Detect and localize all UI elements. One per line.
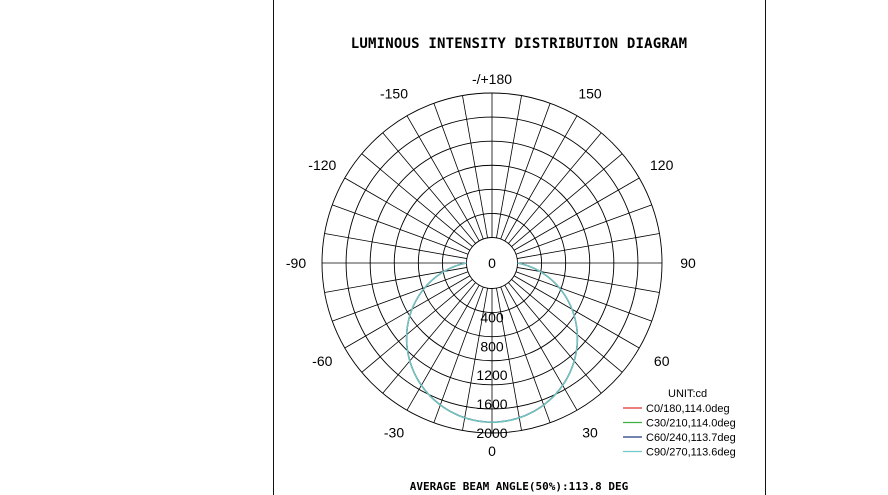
angle-label: 60 (653, 353, 670, 369)
angle-label: 90 (680, 255, 696, 271)
angle-label: -90 (285, 255, 307, 271)
radial-label: 800 (480, 338, 504, 355)
legend-entry: C60/240,113.7deg (646, 432, 736, 444)
average-beam-angle: AVERAGE BEAM ANGLE(50%):113.8 DEG (409, 480, 629, 493)
angle-label: -120 (308, 157, 337, 173)
angle-label: -30 (383, 424, 405, 441)
angle-label: -60 (312, 353, 333, 369)
angle-label: 0 (488, 443, 496, 459)
angle-label: 120 (650, 157, 674, 173)
legend (623, 388, 736, 459)
angle-label: -/+180 (471, 71, 513, 87)
angle-label: 30 (582, 424, 598, 441)
legend-entry: C30/210,114.0deg (646, 417, 736, 430)
radial-label: 1200 (476, 367, 508, 384)
radial-label: 1600 (476, 396, 508, 413)
angle-label: -150 (379, 85, 409, 102)
legend-entry: C90/270,113.6deg (646, 446, 736, 459)
radial-label: 0 (488, 255, 496, 271)
chart-title: LUMINOUS INTENSITY DISTRIBUTION DIAGRAM (350, 36, 688, 52)
radial-label: 2000 (476, 425, 508, 441)
legend-entry: C0/180,114.0deg (646, 403, 730, 415)
radial-label: 400 (480, 309, 504, 326)
angle-label: 150 (578, 85, 602, 102)
legend-unit: UNIT:cd (668, 388, 708, 400)
